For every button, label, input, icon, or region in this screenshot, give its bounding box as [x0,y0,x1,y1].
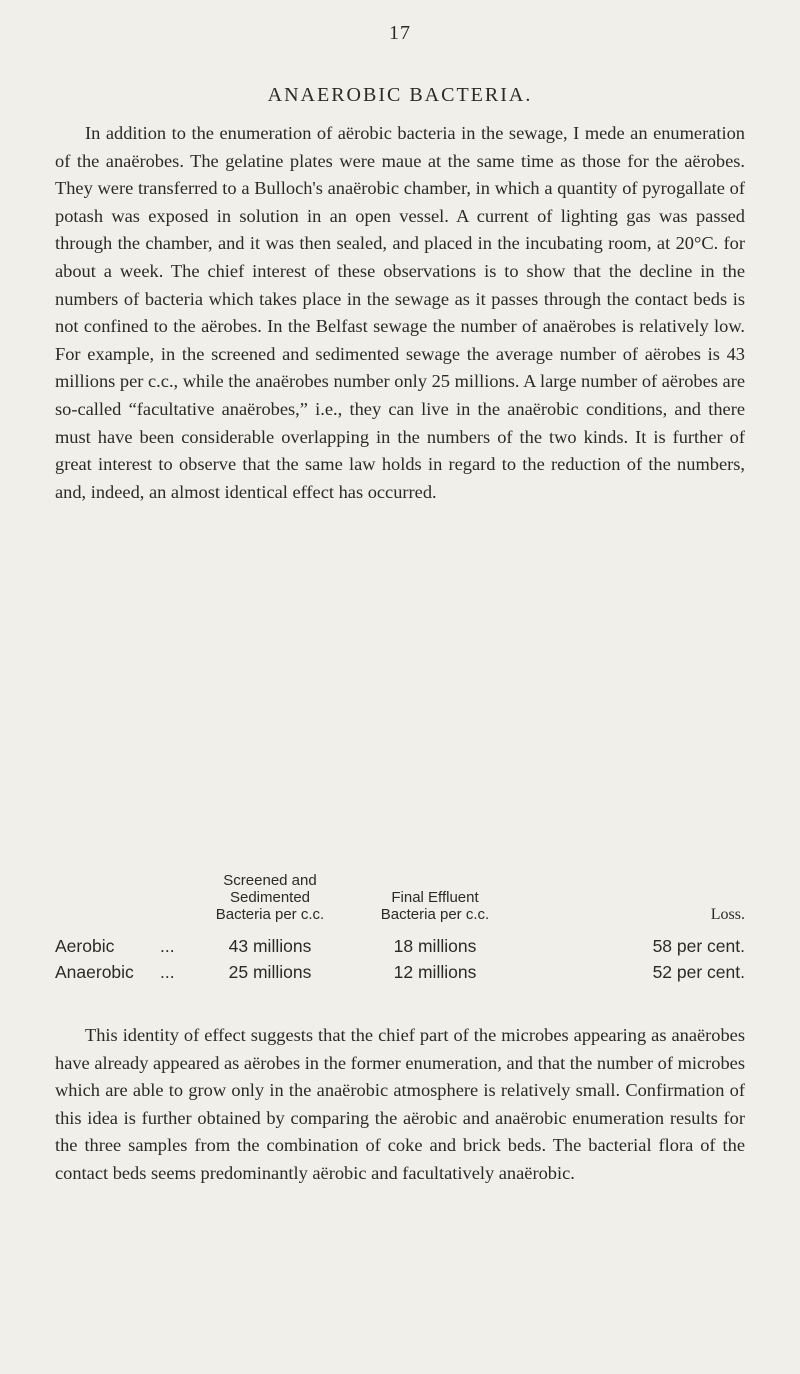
cell-final: 18 millions [393,936,477,956]
header-screened [205,872,335,923]
paragraph-conclusion [55,1022,745,1188]
header-final-line: Final Effluent [391,889,479,906]
cell-screened: 25 millions [228,962,312,982]
paragraph-conclusion-text: This identity of effect suggests that the chief part of the microbes appearing as anaërobes have already appeared as aërobes in the former enumeration, and that the number of microbes which are able to grow only in the anaërobic atmosphere is relatively small. Confirmation of this idea is further obtained by comparing the aërobic and anaërobic enumeration results for the three samples from the combination of coke and brick beds. The bacterial flora of the contact beds seems predominantly aërobic and facultatively anaërobic. [55,1025,745,1183]
cell-loss: 52 per cent. [652,962,745,982]
row-leader-dots: ... [160,936,175,956]
page-number: 17 [389,22,411,44]
table-row-aerobic [55,936,745,960]
header-screened-line: Bacteria per c.c. [215,906,325,923]
row-leader-dots: ... [160,962,175,982]
header-screened-line: Sedimented [229,889,311,906]
cell-final: 12 millions [393,962,477,982]
header-loss: Loss. [710,906,745,923]
paragraph-intro [55,120,745,506]
bacteria-table [55,872,745,1012]
row-label: Aerobic [55,936,115,956]
header-final [365,889,505,923]
cell-loss: 58 per cent. [652,936,745,956]
header-final-line: Bacteria per c.c. [380,906,490,923]
row-label: Anaerobic [55,962,134,982]
section-title: ANAEROBIC BACTERIA. [267,84,533,106]
paragraph-intro-text: In addition to the enumeration of aërobic bacteria in the sewage, I mede an enumeration of the anaërobes. The gelatine plates were maue at the same time as those for the aërobes. They were transferred to a Bulloch's anaërobic chamber, in which a quantity of pyrogallate of potash was exposed in solution in an open vessel. A current of lighting gas was passed through the chamber, and it was then sealed, and placed in the incubating room, at 20°C. for about a week. The chief interest of these observations is to show that the decline in the numbers of bacteria which takes place in the sewage as it passes through the contact beds is not confined to the aërobes. In the Belfast sewage the number of anaërobes is relatively low. For example, in the screened and sedimented sewage the average number of aërobes is 43 millions per c.c., while the anaërobes number only 25 millions. A large number of aërobes are so-called “facultative anaërobes,” i.e., they can live in the anaërobic conditions, and there must have been considerable overlapping in the numbers of the two kinds. It is further of great interest to observe that the same law holds in regard to the reduction of the numbers, and, indeed, an almost identical effect has occurred. [55,123,745,502]
cell-screened: 43 millions [228,936,312,956]
table-row-anaerobic [55,962,745,986]
header-screened-line: Screened and [223,872,317,889]
